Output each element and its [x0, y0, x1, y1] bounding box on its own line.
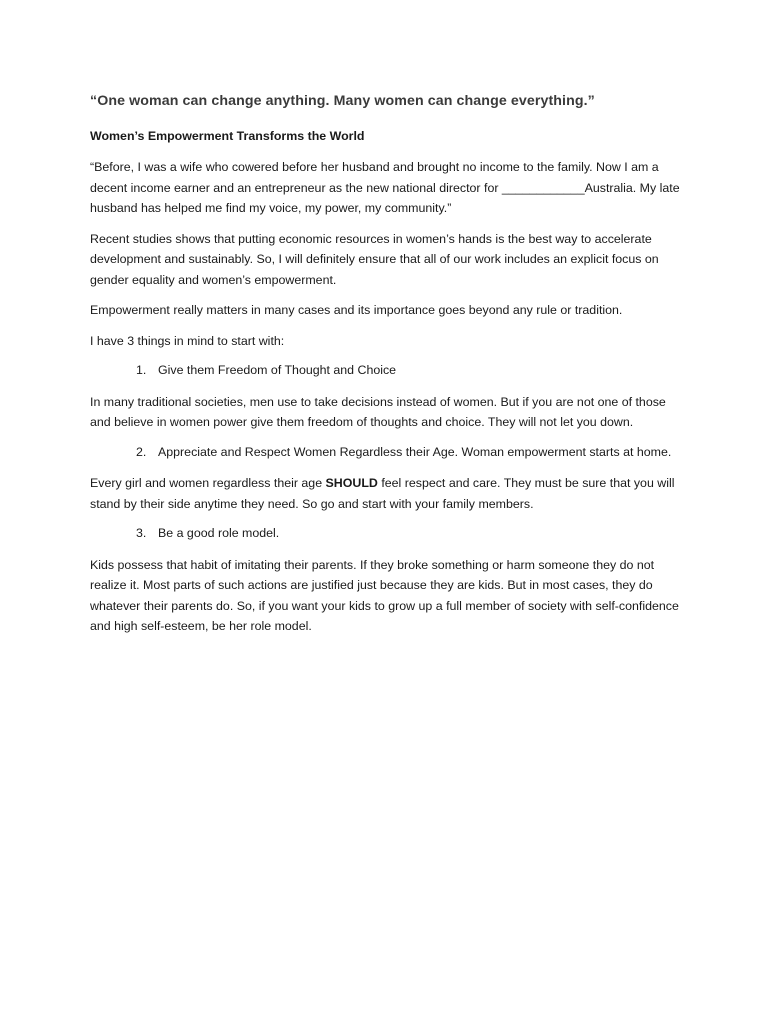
item2-text-before: Every girl and women regardless their age [90, 476, 326, 490]
list-item-text: Give them Freedom of Thought and Choice [158, 363, 397, 377]
testimonial-paragraph: “Before, I was a wife who cowered before her husband and brought no income to the family. Now I am a decent income earner and an entrepreneur as the new national director for ____________Australia. My late husband has helped me find my voice, my power, my community.” [90, 160, 680, 215]
list-item-text: Appreciate and Respect Women Regardless their Age. Woman empowerment starts at home. [158, 444, 672, 459]
emphasis-should: SHOULD [325, 476, 378, 490]
document-subtitle: Women’s Empowerment Transforms the World [90, 129, 365, 143]
empowerment-paragraph: Empowerment really matters in many cases and its importance goes beyond any rule or tradition. [90, 303, 623, 317]
item3-paragraph: Kids possess that habit of imitating their parents. If they broke something or harm someone they do not realize it. Most parts of such actions are justified just because they are kids. But in most cases, they do whatever their parents do. So, if you want your kids to grow up a full member of society with self-confidence and high self-esteem, be her role model. [90, 557, 679, 633]
list-item-text: Be a good role model. [158, 526, 280, 540]
list-item [90, 361, 682, 381]
item2-paragraph [90, 473, 682, 514]
numbered-list-item-1 [90, 361, 682, 381]
numbered-list-item-2 [90, 443, 682, 463]
list-number: 1. [136, 363, 147, 377]
list-number: 3. [136, 526, 147, 540]
list-number: 2. [136, 444, 147, 459]
list-item [90, 443, 682, 463]
studies-paragraph: Recent studies shows that putting economic resources in women’s hands is the best way to accelerate development and sustainably. So, I will definitely ensure that all of our work includes an explicit focus on gender equality and women’s empowerment. [90, 231, 659, 287]
numbered-list-item-3 [90, 524, 682, 544]
item1-paragraph: In many traditional societies, men use to take decisions instead of women. But if you are not one of those and believe in women power give them freedom of thoughts and choice. They will not let you down. [90, 394, 666, 429]
quote-heading: “One woman can change anything. Many women can change everything.” [90, 93, 595, 109]
document-body [90, 90, 682, 647]
item2-text-after: feel respect and care. They must be sure that you will stand by their side anytime they need. So go and start with your family members. [90, 476, 675, 511]
list-item [90, 524, 682, 544]
list-intro: I have 3 things in mind to start with: [90, 333, 285, 348]
